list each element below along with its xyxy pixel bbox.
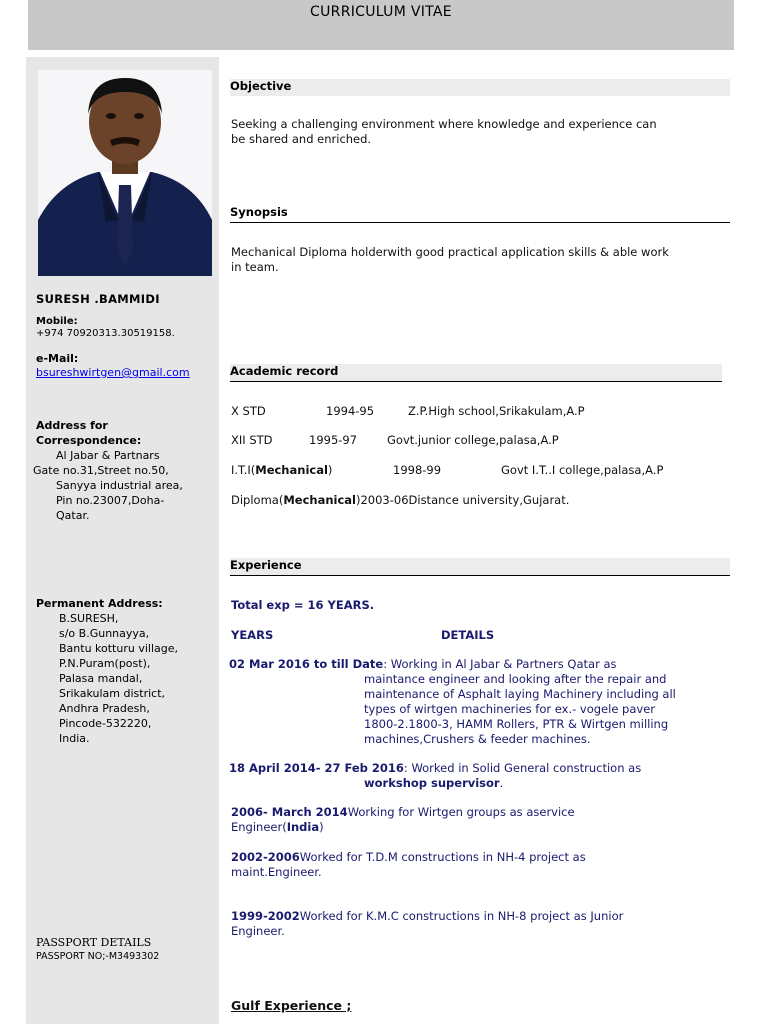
correspondence-address-line: Pin no.23007,Doha- bbox=[56, 494, 165, 507]
permanent-address-line: Andhra Pradesh, bbox=[59, 702, 150, 715]
mobile-number: +974 70920313.30519158. bbox=[36, 328, 175, 339]
experience-entry: 2006- March 2014Working for Wirtgen groups as aservice Engineer(India) bbox=[231, 805, 575, 834]
gulf-experience-heading: Gulf Experience ; bbox=[231, 998, 352, 1013]
header-banner bbox=[28, 0, 734, 50]
person-portrait-icon bbox=[38, 70, 212, 276]
objective-line: be shared and enriched. bbox=[231, 132, 372, 146]
permanent-address-line: Palasa mandal, bbox=[59, 672, 143, 685]
correspondence-label: Address for bbox=[36, 419, 108, 432]
experience-entry: 18 April 2014- 27 Feb 2016: Worked in Solid General construction as workshop supervisor. bbox=[229, 761, 642, 790]
synopsis-line: Mechanical Diploma holderwith good practical application skills & able work bbox=[231, 245, 669, 259]
experience-entry: 2002-2006Worked for T.D.M constructions in NH-4 project as maint.Engineer. bbox=[231, 850, 586, 879]
experience-entry: 1999-2002Worked for K.M.C constructions in NH-8 project as Junior Engineer. bbox=[231, 909, 624, 938]
permanent-address-line: B.SURESH, bbox=[59, 612, 119, 625]
synopsis-line: in team. bbox=[231, 260, 279, 274]
permanent-address-line: India. bbox=[59, 732, 90, 745]
objective-heading: Objective bbox=[230, 79, 730, 96]
academic-institute: Z.P.High school,Srikakulam,A.P bbox=[408, 404, 585, 418]
correspondence-address-line: Gate no.31,Street no.50, bbox=[33, 464, 169, 477]
synopsis-heading: Synopsis bbox=[230, 205, 730, 223]
academic-course: I.T.I(Mechanical) bbox=[231, 463, 333, 477]
permanent-address-line: P.N.Puram(post), bbox=[59, 657, 151, 670]
passport-number: PASSPORT NO;-M3493302 bbox=[36, 951, 160, 962]
profile-photo bbox=[38, 70, 212, 276]
email-label: e-Mail: bbox=[36, 352, 79, 365]
correspondence-address-line: Qatar. bbox=[56, 509, 90, 522]
email-link[interactable]: bsureshwirtgen@gmail.com bbox=[36, 366, 190, 379]
academic-course: Diploma(Mechanical)2003-06Distance university,Gujarat. bbox=[231, 493, 570, 507]
permanent-address-line: Bantu kotturu village, bbox=[59, 642, 179, 655]
objective-line: Seeking a challenging environment where knowledge and experience can bbox=[231, 117, 657, 131]
passport-details-label: PASSPORT DETAILS bbox=[36, 936, 152, 949]
experience-entry: 02 Mar 2016 to till Date: Working in Al Jabar & Partners Qatar as maintance engineer and looking after the repair and maintenance of Asphalt laying Machinery including all types of wirtgen machineries for ex.- vogele paver 1800-2.1800-3, HAMM Rollers, PTR & Wirtgen milling machines,Crushers & feeder machines. bbox=[229, 657, 676, 746]
academic-institute: Govt I.T..I college,palasa,A.P bbox=[501, 463, 664, 477]
academic-years: 1994-95 bbox=[326, 404, 375, 418]
total-experience: Total exp = 16 YEARS. bbox=[231, 598, 375, 612]
permanent-address-line: Srikakulam district, bbox=[59, 687, 166, 700]
experience-heading: Experience bbox=[230, 558, 730, 576]
details-column-header: DETAILS bbox=[441, 628, 495, 642]
academic-course: XII STD bbox=[231, 433, 273, 447]
academic-heading: Academic record bbox=[230, 364, 722, 382]
years-column-header: YEARS bbox=[231, 628, 274, 642]
correspondence-address-line: Sanyya industrial area, bbox=[56, 479, 183, 492]
permanent-address-line: s/o B.Gunnayya, bbox=[59, 627, 150, 640]
correspondence-address-line: Al Jabar & Partnars bbox=[56, 449, 160, 462]
academic-years: 1995-97 bbox=[309, 433, 358, 447]
academic-course: X STD bbox=[231, 404, 266, 418]
correspondence-label-2: Correspondence: bbox=[36, 434, 142, 447]
academic-years: 1998-99 bbox=[393, 463, 442, 477]
academic-institute: Govt.junior college,palasa,A.P bbox=[387, 433, 559, 447]
candidate-name: SURESH .BAMMIDI bbox=[36, 292, 160, 306]
permanent-address-line: Pincode-532220, bbox=[59, 717, 152, 730]
permanent-address-label: Permanent Address: bbox=[36, 597, 163, 610]
mobile-label: Mobile: bbox=[36, 316, 78, 327]
page-title: CURRICULUM VITAE bbox=[310, 4, 452, 20]
